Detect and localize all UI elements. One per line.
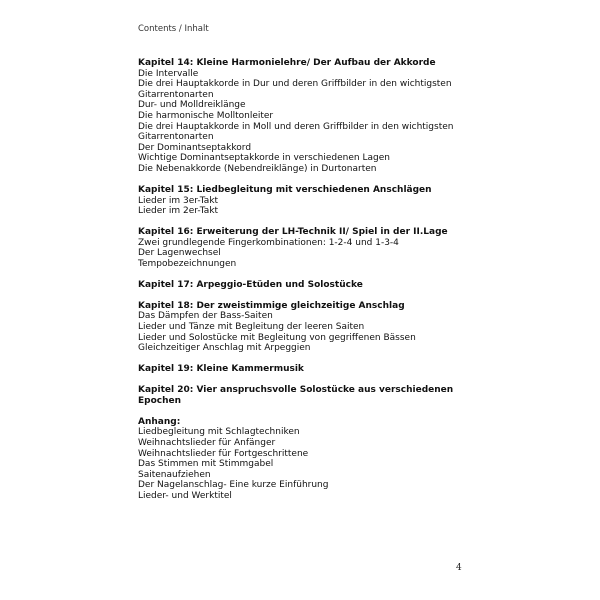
- toc-entry: Der Lagenwechsel: [138, 248, 221, 259]
- toc-entry: Die Nebenakkorde (Nebendreiklänge) in Durtonarten: [138, 163, 377, 174]
- toc-entry: Saitenaufziehen: [138, 469, 211, 480]
- toc-entry: Lieder und Solostücke mit Begleitung von gegriffenen Bässen: [138, 332, 416, 343]
- chapter-20: [138, 385, 468, 406]
- chapter-title: Kapitel 19: Kleine Kammermusik: [138, 364, 304, 375]
- chapter-title: Kapitel 17: Arpeggio-Etüden und Solostücke: [138, 279, 363, 290]
- chapter-title: Anhang:: [138, 416, 181, 427]
- chapter-17: [138, 280, 468, 291]
- appendix: [138, 417, 468, 502]
- toc-entry: Dur- und Molldreiklänge: [138, 100, 246, 111]
- toc-entry: Der Nagelanschlag- Eine kurze Einführung: [138, 480, 329, 491]
- toc-entry: Das Dämpfen der Bass-Saiten: [138, 311, 273, 322]
- toc-entry: Die drei Hauptakkorde in Dur und deren Griffbilder in den wichtigsten Gitarrentonarten: [138, 79, 452, 100]
- toc-entry: Das Stimmen mit Stimmgabel: [138, 459, 274, 470]
- toc-entry: Die Intervalle: [138, 68, 199, 79]
- chapter-14: [138, 58, 468, 175]
- toc-entry: Lieder- und Werktitel: [138, 490, 232, 501]
- toc-entry: Weihnachtslieder für Anfänger: [138, 437, 276, 448]
- chapter-title: Kapitel 15: Liedbegleitung mit verschiedenen Anschlägen: [138, 184, 432, 195]
- toc-entry: Die drei Hauptakkorde in Moll und deren Griffbilder in den wichtigsten Gitarrentonarten: [138, 121, 454, 143]
- toc-entry: Lieder und Tänze mit Begleitung der leeren Saiten: [138, 322, 365, 333]
- chapter-18: [138, 301, 468, 354]
- chapter-16: [138, 227, 468, 269]
- chapter-title: Kapitel 14: Kleine Harmonielehre/ Der Aufbau der Akkorde: [138, 58, 436, 68]
- toc-entry: Zwei grundlegende Fingerkombinationen: 1-2-4 und 1-3-4: [138, 237, 399, 248]
- toc-entry: Lieder im 3er-Takt: [138, 195, 219, 206]
- toc-entry: Gleichzeitiger Anschlag mit Arpeggien: [138, 343, 311, 354]
- chapter-title: Kapitel 18: Der zweistimmige gleichzeitige Anschlag: [138, 300, 405, 311]
- toc-entry: Die harmonische Molltonleiter: [138, 110, 274, 121]
- toc-entry: Tempobezeichnungen: [138, 258, 237, 269]
- toc-entry: Wichtige Dominantseptakkorde in verschiedenen Lagen: [138, 153, 390, 164]
- chapter-title: Kapitel 20: Vier anspruchsvolle Solostücke aus verschiedenen Epochen: [138, 385, 454, 406]
- chapter-15: [138, 185, 468, 217]
- toc-entry: Liedbegleitung mit Schlagtechniken: [138, 427, 300, 438]
- chapter-title: Kapitel 16: Erweiterung der LH-Technik II/ Spiel in der II.Lage: [138, 227, 448, 238]
- chapter-19: [138, 364, 468, 375]
- toc-entry: Der Dominantseptakkord: [138, 142, 252, 153]
- page-header: Contents / Inhalt: [138, 24, 209, 34]
- table-of-contents: [138, 58, 468, 512]
- page-number: 4: [456, 563, 462, 573]
- toc-entry: Lieder im 2er-Takt: [138, 206, 219, 217]
- toc-entry: Weihnachtslieder für Fortgeschrittene: [138, 448, 309, 459]
